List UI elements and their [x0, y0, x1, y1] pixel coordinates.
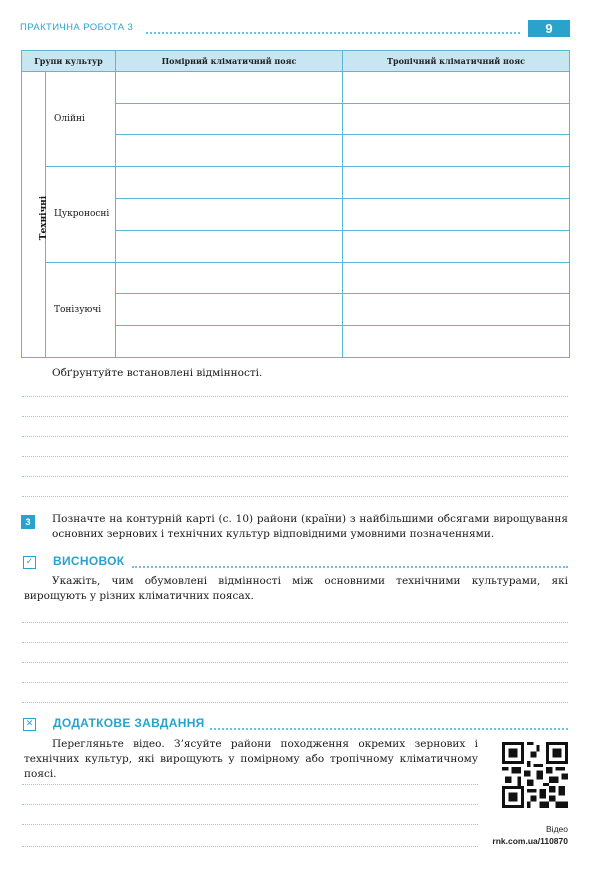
- conclusion-divider: [132, 566, 568, 568]
- answer-cell[interactable]: [343, 72, 570, 104]
- header-cell-temperate: Помірний кліматичний пояс: [116, 51, 343, 72]
- group-label-oil: Олійні: [46, 72, 116, 167]
- answer-line[interactable]: [22, 846, 478, 847]
- answer-line[interactable]: [22, 622, 568, 623]
- answer-cell[interactable]: [116, 135, 343, 167]
- page-header: [18, 20, 570, 38]
- answer-cell[interactable]: [116, 103, 343, 135]
- justify-prompt: Обґрунтуйте встановлені відмінності.: [52, 367, 263, 379]
- video-label: Відео: [546, 824, 568, 834]
- answer-cell[interactable]: [343, 135, 570, 167]
- answer-cell[interactable]: [116, 199, 343, 231]
- answer-cell[interactable]: [343, 199, 570, 231]
- extra-task-divider: [210, 728, 568, 730]
- answer-line[interactable]: [22, 436, 568, 437]
- conclusion-text: Укажіть, чим обумовлені відмінності між основними технічними культурами, які вирощують у різних кліматичних поясах.: [24, 575, 568, 602]
- answer-line[interactable]: [22, 824, 478, 825]
- answer-line[interactable]: [22, 662, 568, 663]
- answer-line[interactable]: [22, 784, 478, 785]
- group-label-tonic: Тонізуючі: [46, 262, 116, 357]
- answer-cell[interactable]: [116, 167, 343, 199]
- answer-line[interactable]: [22, 476, 568, 477]
- answer-line[interactable]: [22, 642, 568, 643]
- task3-text: Позначте на контурній карті (с. 10) райони (країни) з найбільшими обсягами вирощування основних зернових і технічних культур відповідними умовними позначеннями.: [52, 513, 568, 540]
- answer-cell[interactable]: [116, 230, 343, 262]
- section-label: Технічні: [39, 195, 50, 241]
- qr-code-icon[interactable]: [502, 742, 568, 808]
- header-cell-groups: Групи культур: [22, 51, 116, 72]
- header-title: ПРАКТИЧНА РОБОТА 3: [20, 22, 134, 33]
- answer-line[interactable]: [22, 496, 568, 497]
- answer-cell[interactable]: [343, 103, 570, 135]
- video-link[interactable]: rnk.com.ua/110870: [492, 836, 568, 846]
- answer-cell[interactable]: [116, 262, 343, 294]
- answer-line[interactable]: [22, 456, 568, 457]
- answer-cell[interactable]: [343, 262, 570, 294]
- check-box-icon: ✓: [23, 556, 36, 569]
- answer-cell[interactable]: [343, 167, 570, 199]
- answer-line[interactable]: [22, 804, 478, 805]
- section-cell: [22, 72, 50, 358]
- extra-task-title: ДОДАТКОВЕ ЗАВДАННЯ: [53, 716, 205, 730]
- answer-line[interactable]: [22, 682, 568, 683]
- page-number: 9: [528, 20, 570, 37]
- answer-cell[interactable]: [116, 294, 343, 326]
- answer-cell[interactable]: [116, 326, 343, 358]
- extra-task-text: Перегляньте відео. З’ясуйте райони походження окремих зернових і технічних культур, які вирощують у помірному або тропічному кліматичному поясі.: [24, 738, 478, 780]
- cross-box-icon: ✕: [23, 718, 36, 731]
- answer-line[interactable]: [22, 702, 568, 703]
- answer-line[interactable]: [22, 396, 568, 397]
- header-cell-tropical: Тропічний кліматичний пояс: [343, 51, 570, 72]
- group-label-sugar: Цукроносні: [46, 167, 116, 262]
- answer-line[interactable]: [22, 416, 568, 417]
- answer-cell[interactable]: [343, 230, 570, 262]
- header-divider: [146, 32, 520, 34]
- task-number-badge: 3: [21, 515, 35, 529]
- conclusion-title: ВИСНОВОК: [53, 554, 125, 568]
- crops-table: [21, 50, 570, 358]
- answer-cell[interactable]: [343, 326, 570, 358]
- answer-cell[interactable]: [343, 294, 570, 326]
- answer-cell[interactable]: [116, 72, 343, 104]
